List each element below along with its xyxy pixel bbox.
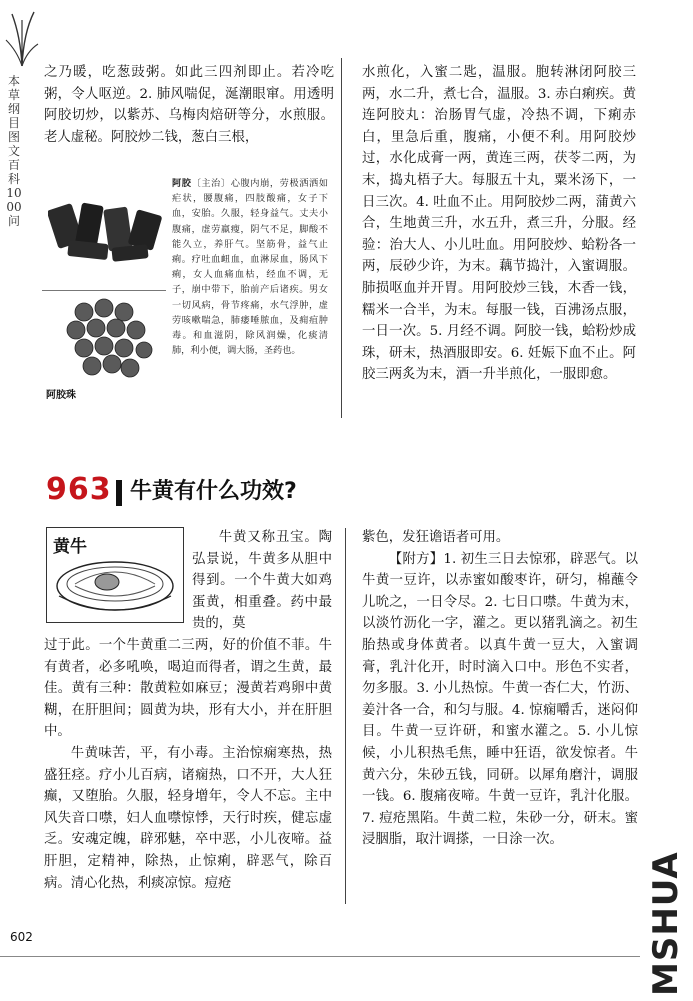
ejiao-pieces-image [48, 198, 166, 270]
ejiao-pearls-image [64, 298, 154, 384]
bottom-right-first-line: 紫色，发狂谵语者可用。 [362, 530, 510, 545]
niuhuang-dish-image [51, 552, 179, 618]
bottom-left-intro-beside [192, 527, 332, 635]
ejiao-figure [42, 172, 332, 418]
niuhuang-intro-rest: 过于此。一个牛黄重二三两，好的价值不菲。牛有黄者，必多吼唤，喝迫而得者，谓之生黄，最佳。黄有三种：散黄粒如麻豆；漫黄若鸡卵中黄糊，在肝胆间；圆黄为块，形有大小，并在肝胆中。 [44, 638, 332, 740]
section-number: 963 [46, 472, 112, 507]
bottom-left-column [44, 635, 332, 894]
niuhuang-image-box [46, 527, 184, 623]
figure-divider [42, 290, 166, 291]
ejiao-caption-title: 阿胶 [172, 178, 192, 189]
niuhuang-box-label: 黄牛 [53, 537, 87, 557]
page-number: 602 [10, 930, 33, 944]
niuhuang-intro-start: 牛黄又称丑宝。陶弘景说，牛黄多从胆中得到。一个牛黄大如鸡蛋黄，相重叠。药中最贵的，莫 [192, 530, 332, 632]
section-bar [116, 480, 122, 506]
book-title: 本草纲目图文百科1000问 [6, 74, 22, 228]
top-right-column [362, 62, 636, 386]
ejiao-pearl-label: 阿胶珠 [46, 390, 76, 401]
top-left-column [44, 62, 334, 148]
top-left-paragraph: 之乃暖，吃葱豉粥。如此三四剂即止。若冷吃粥，令人呕逆。2. 肺风喘促，涎潮眼窜。用透明阿胶切炒，以紫苏、乌梅肉焙研等分，水煎服。老人虚秘。阿胶炒二钱，葱白三根， [44, 65, 334, 145]
section-title: 牛黄有什么功效? [130, 479, 297, 504]
ejiao-caption [172, 176, 328, 358]
bottom-right-column [362, 527, 638, 851]
niuhuang-properties: 牛黄味苦，平，有小毒。主治惊痫寒热，热盛狂痉。疗小儿百病，诸痫热，口不开，大人狂癫，又堕胎。久服，轻身增年，令人不忘。主中风失音口噤，妇人血噤惊悸，天行时疾，健忘虚乏。安魂定魄，辟邪魅，卒中恶，小儿夜啼。益肝胆，定精神，除热，止惊痢，辟恶气，除百病。清心化热，利痰凉惊。痘疮 [44, 745, 332, 891]
top-column-rule [341, 58, 342, 418]
watermark: MSHUA [646, 851, 686, 996]
grass-logo-icon [4, 6, 40, 68]
ejiao-caption-body: 〔主治〕心腹内崩，劳极洒洒如疟状，腰腹痛，四肢酸痛，女子下血，安胎。久服，轻身益气。丈夫小腹痛，虚劳羸瘦，阴气不足，脚酸不能久立，养肝气。坚筋骨，益气止痢。疗吐血衄血，血淋尿血，肠风下痢，女人血痛血枯，经血不调，无子，崩中带下，胎前产后诸疾。男女一切风病，骨节疼痛，水气浮肿，虚劳咳嗽喘急，肺痿唾脓血，及痈疽肿毒。和血滋阴，除风润燥，化痰清肺，利小便，调大肠，圣药也。 [172, 178, 329, 357]
footer-rule [0, 956, 640, 957]
bottom-column-rule [345, 528, 346, 904]
top-right-paragraph: 水煎化，入蜜二匙，温服。胞转淋闭阿胶三两，水二升，煮七合，温服。3. 赤白痢疾。黄连阿胶丸：治肠胃气虚，冷热不调，下痢赤白，里急后重，腹痛，小便不利。用阿胶炒过，水化成膏一两，黄连三两，茯苓二两，为末，捣丸梧子大。每服五十丸，粟米汤下，一日三次。4. 吐血不止。用阿胶炒二两，蒲黄六合，生地黄三升，水五升，煮三升，分服。经验：治大人、小儿吐血。用阿胶炒、蛤粉各一两，辰砂少许，为末。藕节捣汁，入蜜调服。肺损呕血并开胃。用阿胶炒三钱，木香一钱，糯米一合半，为末。每服一钱，百沸汤点服，一日一次。5. 月经不调。阿胶一钱，蛤粉炒成珠，研末，热酒服即安。6. 妊娠下血不止。阿胶三两炙为末，酒一升半煎化，一服即愈。 [362, 65, 636, 383]
niuhuang-formulas: 【附方】1. 初生三日去惊邪，辟恶气。以牛黄一豆许，以赤蜜如酸枣许，研匀，棉蘸令儿吮之，一日令尽。2. 七日口噤。牛黄为末，以淡竹沥化一字，灌之。更以猪乳滴之。初生胎热或身体黄者。以真牛黄一豆大，入蜜调膏，乳汁化开，时时滴入口中。形色不实者，勿多服。3. 小儿热惊。牛黄一杏仁大，竹沥、姜汁各一合，和匀与服。4. 惊痫嚼舌，迷闷仰目。牛黄一豆许研，和蜜水灌之。5. 小儿惊候，小儿积热毛焦，睡中狂语，欲发惊者。牛黄六分，朱砂五钱，同研。以犀角磨汁，调服一钱。6. 腹痛夜啼。牛黄一豆许，乳汁化服。7. 痘疮黑陷。牛黄二粒，朱砂一分，研末。蜜浸胭脂，取汁调搽，一日涂一次。 [362, 551, 638, 848]
